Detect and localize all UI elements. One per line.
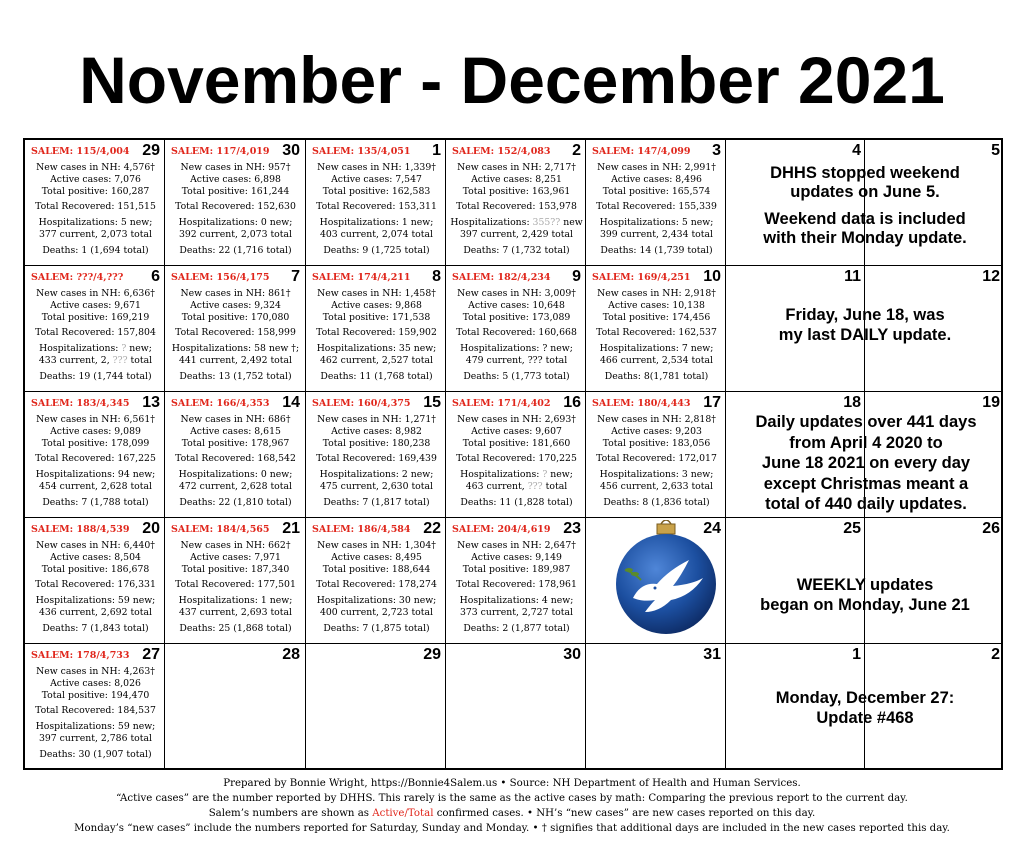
grid-line — [25, 391, 1001, 392]
day-number: 4 — [852, 142, 861, 159]
day-number: 1 — [432, 142, 441, 159]
day-number: 2 — [572, 142, 581, 159]
nh-stats: New cases in NH: 1,304† Active cases: 8,495 Total positive: 188,644 Total Recovered: 178,274 Hospitalizations: 30 new; 400 current, 2,723 total Deaths: 7 (1,875 total) — [316, 540, 437, 634]
day-cell — [446, 140, 587, 266]
day-cell — [446, 644, 587, 770]
nh-stats: New cases in NH: 957† Active cases: 6,898 Total positive: 161,244 Total Recovered: 152,630 Hospitalizations: 0 new; 392 current, 2,073 total Deaths: 22 (1,716 total) — [175, 162, 296, 256]
footer-line: Monday’s “new cases” include the numbers reported for Saturday, Sunday and Monday. • † signifies that additional days are included in the new cases reported this day. — [74, 823, 950, 834]
day-cell — [25, 392, 166, 518]
nh-stats: New cases in NH: 6,440† Active cases: 8,504 Total positive: 186,678 Total Recovered: 176,331 Hospitalizations: 59 new; 436 current, 2,692 total Deaths: 7 (1,843 total) — [35, 540, 156, 634]
day-number: 28 — [282, 646, 300, 663]
day-number: 20 — [142, 520, 160, 537]
daily-updates-note: Daily updates over 441 days from April 4 2020 to June 18 2021 on every day except Christmas meant a total of 440 daily updates. — [755, 413, 977, 513]
grid-line — [164, 140, 165, 768]
salem-count: SALEM: 166/4,353 — [171, 398, 270, 409]
friday-note: Friday, June 18, was my last DAILY update. — [778, 306, 952, 344]
day-cell — [586, 392, 727, 518]
day-cell — [25, 266, 166, 392]
nh-stats: New cases in NH: 6,636† Active cases: 9,671 Total positive: 169,219 Total Recovered: 157,804 Hospitalizations: ? new; 433 current, 2, ??? total Deaths: 19 (1,744 total) — [35, 288, 156, 382]
day-number: 18 — [843, 394, 861, 411]
nh-stats: New cases in NH: 4,263† Active cases: 8,026 Total positive: 194,470 Total Recovered: 184,537 Hospitalizations: 59 new; 397 current, 2,786 total Deaths: 30 (1,907 total) — [35, 666, 156, 760]
day-number: 13 — [142, 394, 160, 411]
day-cell — [25, 644, 166, 770]
day-cell — [25, 140, 166, 266]
salem-count: SALEM: 169/4,251 — [592, 272, 691, 283]
day-number: 7 — [291, 268, 300, 285]
day-number: 17 — [703, 394, 721, 411]
salem-count: SALEM: 178/4,733 — [31, 650, 130, 661]
nh-stats: New cases in NH: 2,647† Active cases: 9,149 Total positive: 189,987 Total Recovered: 178,961 Hospitalizations: 4 new; 373 current, 2,727 total Deaths: 2 (1,877 total) — [456, 540, 577, 634]
day-number: 14 — [282, 394, 300, 411]
nh-stats: New cases in NH: 1,271† Active cases: 8,982 Total positive: 180,238 Total Recovered: 169,439 Hospitalizations: 2 new; 475 current, 2,630 total Deaths: 7 (1,817 total) — [316, 414, 437, 508]
salem-count: SALEM: 204/4,619 — [452, 524, 551, 535]
day-cell — [165, 518, 306, 644]
grid-line — [305, 140, 306, 768]
day-number: 8 — [432, 268, 441, 285]
day-number: 16 — [563, 394, 581, 411]
nh-stats: New cases in NH: 686† Active cases: 8,615 Total positive: 178,967 Total Recovered: 168,542 Hospitalizations: 0 new; 472 current, 2,628 total Deaths: 22 (1,810 total) — [175, 414, 296, 508]
salem-count: SALEM: 147/4,099 — [592, 146, 691, 157]
salem-count: SALEM: 183/4,345 — [31, 398, 130, 409]
day-number: 26 — [982, 520, 1000, 537]
salem-count: SALEM: 174/4,211 — [312, 272, 411, 283]
weekly-updates-note: WEEKLY updates began on Monday, June 21 — [760, 576, 970, 614]
nh-stats: New cases in NH: 6,561† Active cases: 9,089 Total positive: 178,099 Total Recovered: 167,225 Hospitalizations: 94 new; 454 current, 2,628 total Deaths: 7 (1,788 total) — [35, 414, 156, 508]
nh-stats: New cases in NH: 2,918† Active cases: 10,138 Total positive: 174,456 Total Recovered: 162,537 Hospitalizations: 7 new; 466 current, 2,534 total Deaths: 8(1,781 total) — [596, 288, 717, 382]
calendar-grid — [23, 138, 1003, 770]
day-cell — [446, 518, 587, 644]
day-number: 10 — [703, 268, 721, 285]
footer-line: Salem’s numbers are shown as Active/Total confirmed cases. • NH’s “new cases” are new cases reported on this day. — [208, 808, 816, 819]
day-number: 23 — [563, 520, 581, 537]
day-cell — [306, 644, 447, 770]
salem-count: SALEM: 184/4,565 — [171, 524, 270, 535]
grid-line — [25, 643, 1001, 644]
footer-line: “Active cases” are the number reported by DHHS. This rarely is the same as the active cases by math: Comparing the previous report to the current day. — [116, 793, 908, 804]
day-cell — [306, 266, 447, 392]
nh-stats: New cases in NH: 1,458† Active cases: 9,868 Total positive: 171,538 Total Recovered: 159,902 Hospitalizations: 35 new; 462 current, 2,527 total Deaths: 11 (1,768 total) — [316, 288, 437, 382]
day-cell — [165, 644, 306, 770]
nh-stats: New cases in NH: 662† Active cases: 7,971 Total positive: 187,340 Total Recovered: 177,501 Hospitalizations: 1 new; 437 current, 2,693 total Deaths: 25 (1,868 total) — [175, 540, 296, 634]
grid-line — [445, 140, 446, 768]
day-number: 29 — [423, 646, 441, 663]
nh-stats: New cases in NH: 2,818† Active cases: 9,203 Total positive: 183,056 Total Recovered: 172,017 Hospitalizations: 3 new; 456 current, 2,633 total Deaths: 8 (1,836 total) — [596, 414, 717, 508]
nh-stats: New cases in NH: 4,576† Active cases: 7,076 Total positive: 160,287 Total Recovered: 151,515 Hospitalizations: 5 new; 377 current, 2,073 total Deaths: 1 (1,694 total) — [35, 162, 156, 256]
salem-count: SALEM: 152/4,083 — [452, 146, 551, 157]
day-cell — [446, 266, 587, 392]
footer — [0, 776, 1024, 836]
day-cell — [446, 392, 587, 518]
day-cell — [165, 266, 306, 392]
day-number: 22 — [423, 520, 441, 537]
day-cell — [586, 266, 727, 392]
day-cell — [165, 392, 306, 518]
day-number: 1 — [852, 646, 861, 663]
day-number: 27 — [142, 646, 160, 663]
salem-count: SALEM: 115/4,004 — [31, 146, 130, 157]
salem-count: SALEM: 180/4,443 — [592, 398, 691, 409]
salem-count: SALEM: 160/4,375 — [312, 398, 411, 409]
day-number: 29 — [142, 142, 160, 159]
day-number: 31 — [703, 646, 721, 663]
day-number: 24 — [703, 520, 721, 537]
monday-note: Monday, December 27: Update #468 — [775, 689, 955, 727]
day-number: 12 — [982, 268, 1000, 285]
salem-count: SALEM: 171/4,402 — [452, 398, 551, 409]
day-cell — [586, 140, 727, 266]
footer-line: Prepared by Bonnie Wright, https://Bonnie4Salem.us • Source: NH Department of Health and Human Services. — [223, 778, 801, 789]
day-cell — [586, 644, 727, 770]
day-cell — [25, 518, 166, 644]
day-cell — [165, 140, 306, 266]
day-number: 11 — [844, 268, 861, 285]
page-title: November - December 2021 — [79, 43, 945, 117]
nh-stats: New cases in NH: 1,339† Active cases: 7,547 Total positive: 162,583 Total Recovered: 153,311 Hospitalizations: 1 new; 403 current, 2,074 total Deaths: 9 (1,725 total) — [316, 162, 437, 256]
grid-line — [25, 517, 1001, 518]
day-number: 19 — [982, 394, 1000, 411]
nh-stats: New cases in NH: 2,693† Active cases: 9,607 Total positive: 181,660 Total Recovered: 170,225 Hospitalizations: ? new; 463 current, ??? total Deaths: 11 (1,828 total) — [456, 414, 577, 508]
day-number: 21 — [282, 520, 300, 537]
day-number: 6 — [151, 268, 160, 285]
day-number: 3 — [712, 142, 721, 159]
nh-stats: New cases in NH: 2,991† Active cases: 8,496 Total positive: 165,574 Total Recovered: 155,339 Hospitalizations: 5 new; 399 current, 2,434 total Deaths: 14 (1,739 total) — [596, 162, 717, 256]
salem-count: SALEM: 156/4,175 — [171, 272, 270, 283]
salem-count: SALEM: 186/4,584 — [312, 524, 411, 535]
salem-count: SALEM: ???/4,??? — [31, 272, 124, 283]
salem-count: SALEM: 135/4,051 — [312, 146, 411, 157]
christmas-ornament-icon — [611, 520, 721, 640]
day-number: 15 — [423, 394, 441, 411]
weekend-note: DHHS stopped weekend updates on June 5. Weekend data is included with their Monday update. — [763, 164, 967, 247]
salem-count: SALEM: 188/4,539 — [31, 524, 130, 535]
day-number: 30 — [563, 646, 581, 663]
salem-count: SALEM: 117/4,019 — [171, 146, 270, 157]
day-number: 9 — [572, 268, 581, 285]
nh-stats: New cases in NH: 3,009† Active cases: 10,648 Total positive: 173,089 Total Recovered: 160,668 Hospitalizations: ? new; 479 current, ??? total Deaths: 5 (1,773 total) — [456, 288, 577, 382]
day-cell — [306, 140, 447, 266]
nh-stats: New cases in NH: 2,717† Active cases: 8,251 Total positive: 163,961 Total Recovered: 153,978 Hospitalizations: 355?? new 397 current, 2,429 total Deaths: 7 (1,732 total) — [450, 162, 583, 256]
day-cell — [306, 518, 447, 644]
nh-stats: New cases in NH: 861† Active cases: 9,324 Total positive: 170,080 Total Recovered: 158,999 Hospitalizations: 58 new †; 441 current, 2,492 total Deaths: 13 (1,752 total) — [171, 288, 300, 382]
salem-count: SALEM: 182/4,234 — [452, 272, 551, 283]
day-number: 30 — [282, 142, 300, 159]
grid-line — [585, 140, 586, 768]
day-number: 2 — [991, 646, 1000, 663]
day-number: 5 — [991, 142, 1000, 159]
day-cell — [306, 392, 447, 518]
grid-line — [25, 265, 1001, 266]
day-number: 25 — [843, 520, 861, 537]
